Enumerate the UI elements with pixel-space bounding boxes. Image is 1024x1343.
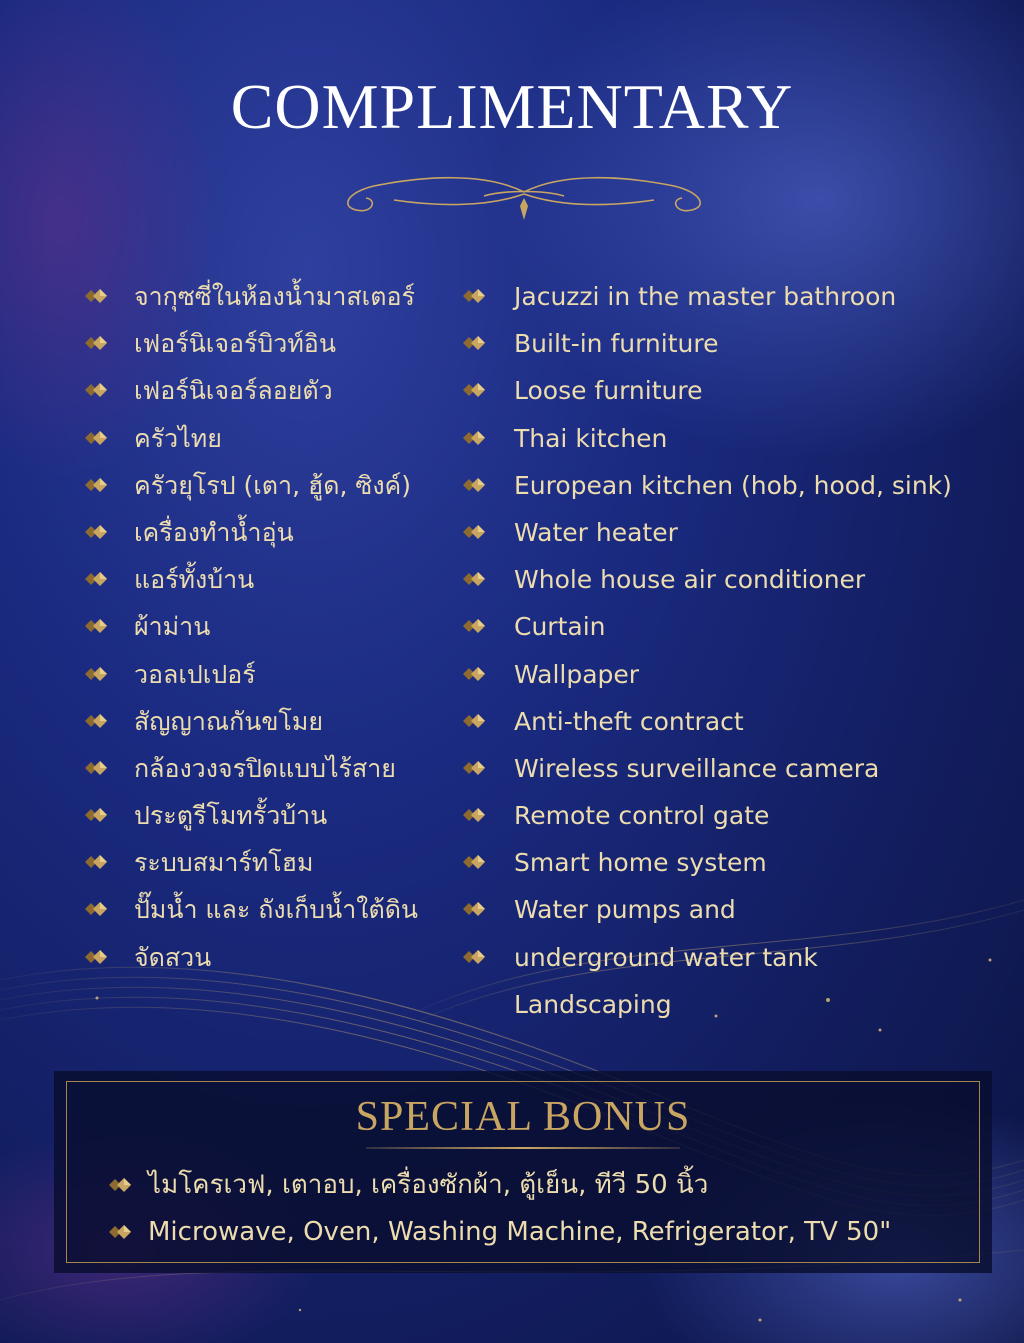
gold-diamond-arrow-icon — [82, 334, 112, 352]
special-bonus-panel — [54, 1071, 992, 1273]
bonus-underline — [366, 1147, 680, 1149]
gold-diamond-arrow-icon — [460, 806, 490, 824]
thai-list-item-label: แอร์ทั้งบ้าน — [134, 565, 255, 595]
gold-diamond-arrow-icon — [82, 617, 112, 635]
thai-list-item-label: ครัวไทย — [134, 423, 222, 453]
gold-diamond-arrow-icon — [82, 853, 112, 871]
gold-diamond-arrow-icon — [106, 1176, 136, 1194]
english-list-item-label: Anti-theft contract — [514, 706, 744, 736]
gold-diamond-arrow-icon — [82, 287, 112, 305]
thai-list-item-label: ปั๊มน้ำ และ ถังเก็บน้ำใต้ดิน — [134, 895, 419, 925]
thai-list-item-label: กล้องวงจรปิดแบบไร้สาย — [134, 753, 396, 783]
gold-diamond-arrow-icon — [82, 429, 112, 447]
thai-list-item-label: ระบบสมาร์ทโฮม — [134, 848, 314, 878]
gold-diamond-arrow-icon — [460, 570, 490, 588]
gold-diamond-arrow-icon — [82, 759, 112, 777]
thai-list-item-label: เฟอร์นิเจอร์บิวท์อิน — [134, 329, 336, 359]
gold-diamond-arrow-icon — [82, 476, 112, 494]
gold-diamond-arrow-icon — [460, 948, 490, 966]
thai-list-item-label: จากุซซี่ในห้องน้ำมาสเตอร์ — [134, 282, 415, 311]
gold-diamond-arrow-icon — [460, 712, 490, 730]
thai-list-item-label: จัดสวน — [134, 942, 212, 972]
thai-list-item-label: สัญญาณกันขโมย — [134, 706, 323, 736]
gold-diamond-arrow-icon — [82, 570, 112, 588]
english-list-item-label: Water pumps and — [514, 895, 736, 925]
gold-diamond-arrow-icon — [460, 617, 490, 635]
english-list-item-label: Wireless surveillance camera — [514, 753, 880, 783]
english-list-item-label: Jacuzzi in the master bathroon — [514, 282, 897, 311]
english-list-item-label: underground water tank — [514, 942, 818, 972]
english-list-item-label: Landscaping — [514, 989, 672, 1019]
gold-diamond-arrow-icon — [460, 287, 490, 305]
bonus-title: SPECIAL BONUS — [355, 1094, 691, 1140]
thai-list-item-label: วอลเปเปอร์ — [134, 659, 256, 689]
gold-diamond-arrow-icon — [460, 900, 490, 918]
english-list-item-label: European kitchen (hob, hood, sink) — [514, 470, 952, 500]
gold-diamond-arrow-icon — [82, 900, 112, 918]
thai-list-item-label: เครื่องทำน้ำอุ่น — [134, 517, 294, 547]
gold-diamond-arrow-icon — [82, 381, 112, 399]
gold-diamond-arrow-icon — [82, 523, 112, 541]
gold-diamond-arrow-icon — [82, 948, 112, 966]
page-title: COMPLIMENTARY — [230, 71, 794, 142]
english-list-item-label: Whole house air conditioner — [514, 565, 866, 595]
gold-diamond-arrow-icon — [82, 712, 112, 730]
gold-diamond-arrow-icon — [82, 806, 112, 824]
gold-diamond-arrow-icon — [82, 665, 112, 683]
gold-diamond-arrow-icon — [460, 665, 490, 683]
english-list-item-label: Wallpaper — [514, 659, 640, 689]
gold-diamond-arrow-icon — [460, 381, 490, 399]
thai-list-item-label: ประตูรีโมทรั้วบ้าน — [134, 801, 328, 831]
gold-diamond-arrow-icon — [460, 334, 490, 352]
bonus-item-label: Microwave, Oven, Washing Machine, Refrigerator, TV 50" — [148, 1217, 892, 1247]
flourish-divider-icon — [334, 172, 714, 228]
gold-diamond-arrow-icon — [460, 853, 490, 871]
english-list-item-label: Water heater — [514, 517, 678, 547]
gold-diamond-arrow-icon — [460, 759, 490, 777]
bonus-item-label: ไมโครเวฟ, เตาอบ, เครื่องซักผ้า, ตู้เย็น, ทีวี 50 นิ้ว — [148, 1170, 709, 1200]
english-list-item-label: Curtain — [514, 612, 606, 642]
thai-list-item-label: ผ้าม่าน — [134, 612, 211, 642]
gold-diamond-arrow-icon — [460, 429, 490, 447]
thai-list-item-label: เฟอร์นิเจอร์ลอยตัว — [134, 376, 333, 406]
gold-diamond-arrow-icon — [460, 523, 490, 541]
english-list-item-label: Smart home system — [514, 848, 767, 878]
english-list-item-label: Loose furniture — [514, 376, 703, 406]
thai-list-item-label: ครัวยุโรป (เตา, ฮู้ด, ซิงค์) — [134, 470, 412, 500]
english-list-item-label: Remote control gate — [514, 801, 770, 831]
english-list-item-label: Thai kitchen — [514, 423, 668, 453]
gold-diamond-arrow-icon — [106, 1223, 136, 1241]
gold-diamond-arrow-icon — [460, 476, 490, 494]
english-list-item-label: Built-in furniture — [514, 329, 719, 359]
